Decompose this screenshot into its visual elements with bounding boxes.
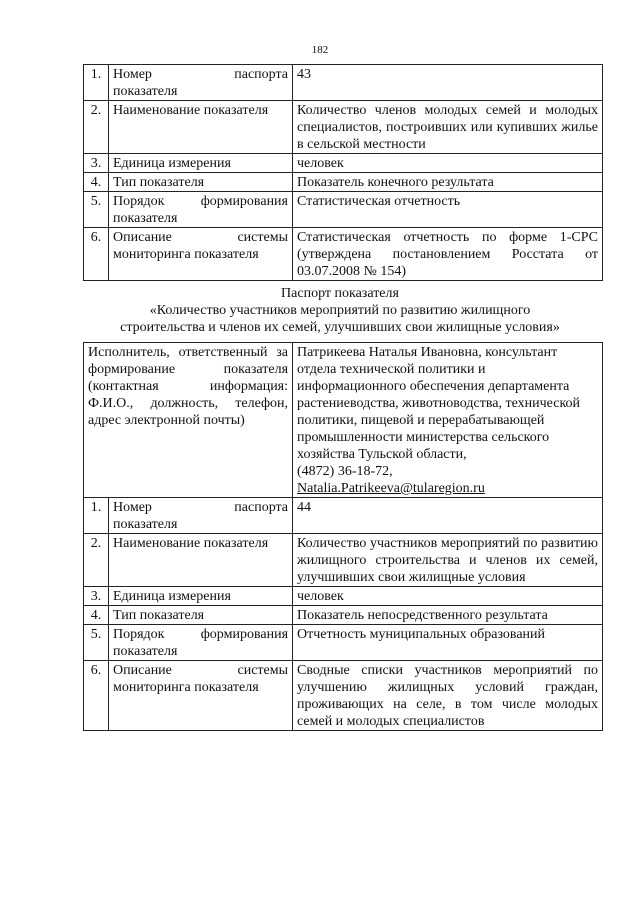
row-label <box>109 228 293 281</box>
row-number: 2. <box>84 534 109 587</box>
table-row <box>84 661 603 731</box>
row-label: Наименование показателя <box>109 101 293 154</box>
row-number: 3. <box>84 154 109 173</box>
row-value: Сводные списки участников мероприятий по улучшению жилищных условий граждан, проживающих на селе, в том числе молодых семей и молодых специалистов <box>293 661 603 731</box>
label-part: показателя <box>113 517 178 532</box>
row-value: Показатель конечного результата <box>293 173 603 192</box>
row-label <box>109 498 293 534</box>
row-value: человек <box>293 154 603 173</box>
executor-email-link[interactable]: Natalia.Patrikeeva@tularegion.ru <box>297 481 485 496</box>
executor-value <box>293 343 603 498</box>
row-number: 3. <box>84 587 109 606</box>
passport-title-line: «Количество участников мероприятий по развитию жилищного <box>149 303 531 318</box>
page-number: 182 <box>311 44 329 56</box>
label-part: Номер <box>113 67 152 82</box>
table-row <box>84 101 603 154</box>
label-part: паспорта <box>234 67 288 82</box>
executor-label: Исполнитель, ответственный за формирование показателя (контактная информация: Ф.И.О., должность, телефон, адрес электронной почты) <box>84 343 293 498</box>
label-part: показателя <box>113 644 178 659</box>
label-part: Описание <box>113 230 172 245</box>
label-part: Порядок <box>113 627 165 642</box>
row-number: 6. <box>84 661 109 731</box>
indicator-passport-table-44 <box>83 342 603 731</box>
label-part: формирования <box>200 627 289 642</box>
passport-title-line: строительства и членов их семей, улучшивших свои жилищные условия» <box>120 320 560 335</box>
label-part: мониторинга показателя <box>113 247 259 262</box>
label-part: показателя <box>113 211 178 226</box>
row-value: 44 <box>293 498 603 534</box>
row-label: Тип показателя <box>109 173 293 192</box>
label-part: Описание <box>113 663 172 678</box>
row-number: 1. <box>84 498 109 534</box>
row-number: 1. <box>84 65 109 101</box>
indicator-passport-table-43 <box>83 64 603 281</box>
label-part: Номер <box>113 500 152 515</box>
row-value: Статистическая отчетность <box>293 192 603 228</box>
executor-details: Патрикеева Наталья Ивановна, консультант отдела технической политики и информационного обеспечения департамента растениеводства, животноводства, технической политики, пищевой и перерабатывающей промышленности министерства сельского хозяйства Тульской области, <box>297 345 581 462</box>
row-value: 43 <box>293 65 603 101</box>
label-part: паспорта <box>234 500 289 515</box>
row-number: 2. <box>84 101 109 154</box>
passport-title-line: Паспорт показателя <box>281 286 399 301</box>
table-row <box>84 173 603 192</box>
row-value: Количество членов молодых семей и молодых специалистов, построивших или купивших жилье в сельской местности <box>293 101 603 154</box>
table-row <box>84 65 603 101</box>
row-label: Единица измерения <box>109 587 293 606</box>
row-number: 4. <box>84 173 109 192</box>
row-label <box>109 625 293 661</box>
row-value: человек <box>293 587 603 606</box>
table-row <box>84 606 603 625</box>
label-part: Порядок <box>113 194 165 209</box>
table-row <box>84 228 603 281</box>
row-label <box>109 661 293 731</box>
table-row <box>84 343 603 498</box>
executor-phone: (4872) 36-18-72, <box>297 464 393 479</box>
table-row <box>84 498 603 534</box>
row-value: Отчетность муниципальных образований <box>293 625 603 661</box>
label-part: формирования <box>200 194 288 209</box>
table-row <box>84 587 603 606</box>
row-number: 4. <box>84 606 109 625</box>
table-row <box>84 625 603 661</box>
table-row <box>84 154 603 173</box>
row-label: Тип показателя <box>109 606 293 625</box>
row-number: 6. <box>84 228 109 281</box>
row-number: 5. <box>84 192 109 228</box>
label-part: показателя <box>113 84 178 99</box>
label-part: системы <box>237 230 288 245</box>
row-label: Единица измерения <box>109 154 293 173</box>
row-label: Наименование показателя <box>109 534 293 587</box>
row-value: Статистическая отчетность по форме 1-СРС (утверждена постановлением Росстата от 03.07.2008 № 154) <box>293 228 603 281</box>
table-row <box>84 534 603 587</box>
row-number: 5. <box>84 625 109 661</box>
label-part: системы <box>237 663 289 678</box>
label-part: мониторинга показателя <box>113 680 259 695</box>
row-label <box>109 65 293 101</box>
table-row <box>84 192 603 228</box>
row-value: Показатель непосредственного результата <box>293 606 603 625</box>
passport-title <box>60 285 620 336</box>
row-value: Количество участников мероприятий по развитию жилищного строительства и членов их семей, улучшивших свои жилищные условия <box>293 534 603 587</box>
row-label <box>109 192 293 228</box>
